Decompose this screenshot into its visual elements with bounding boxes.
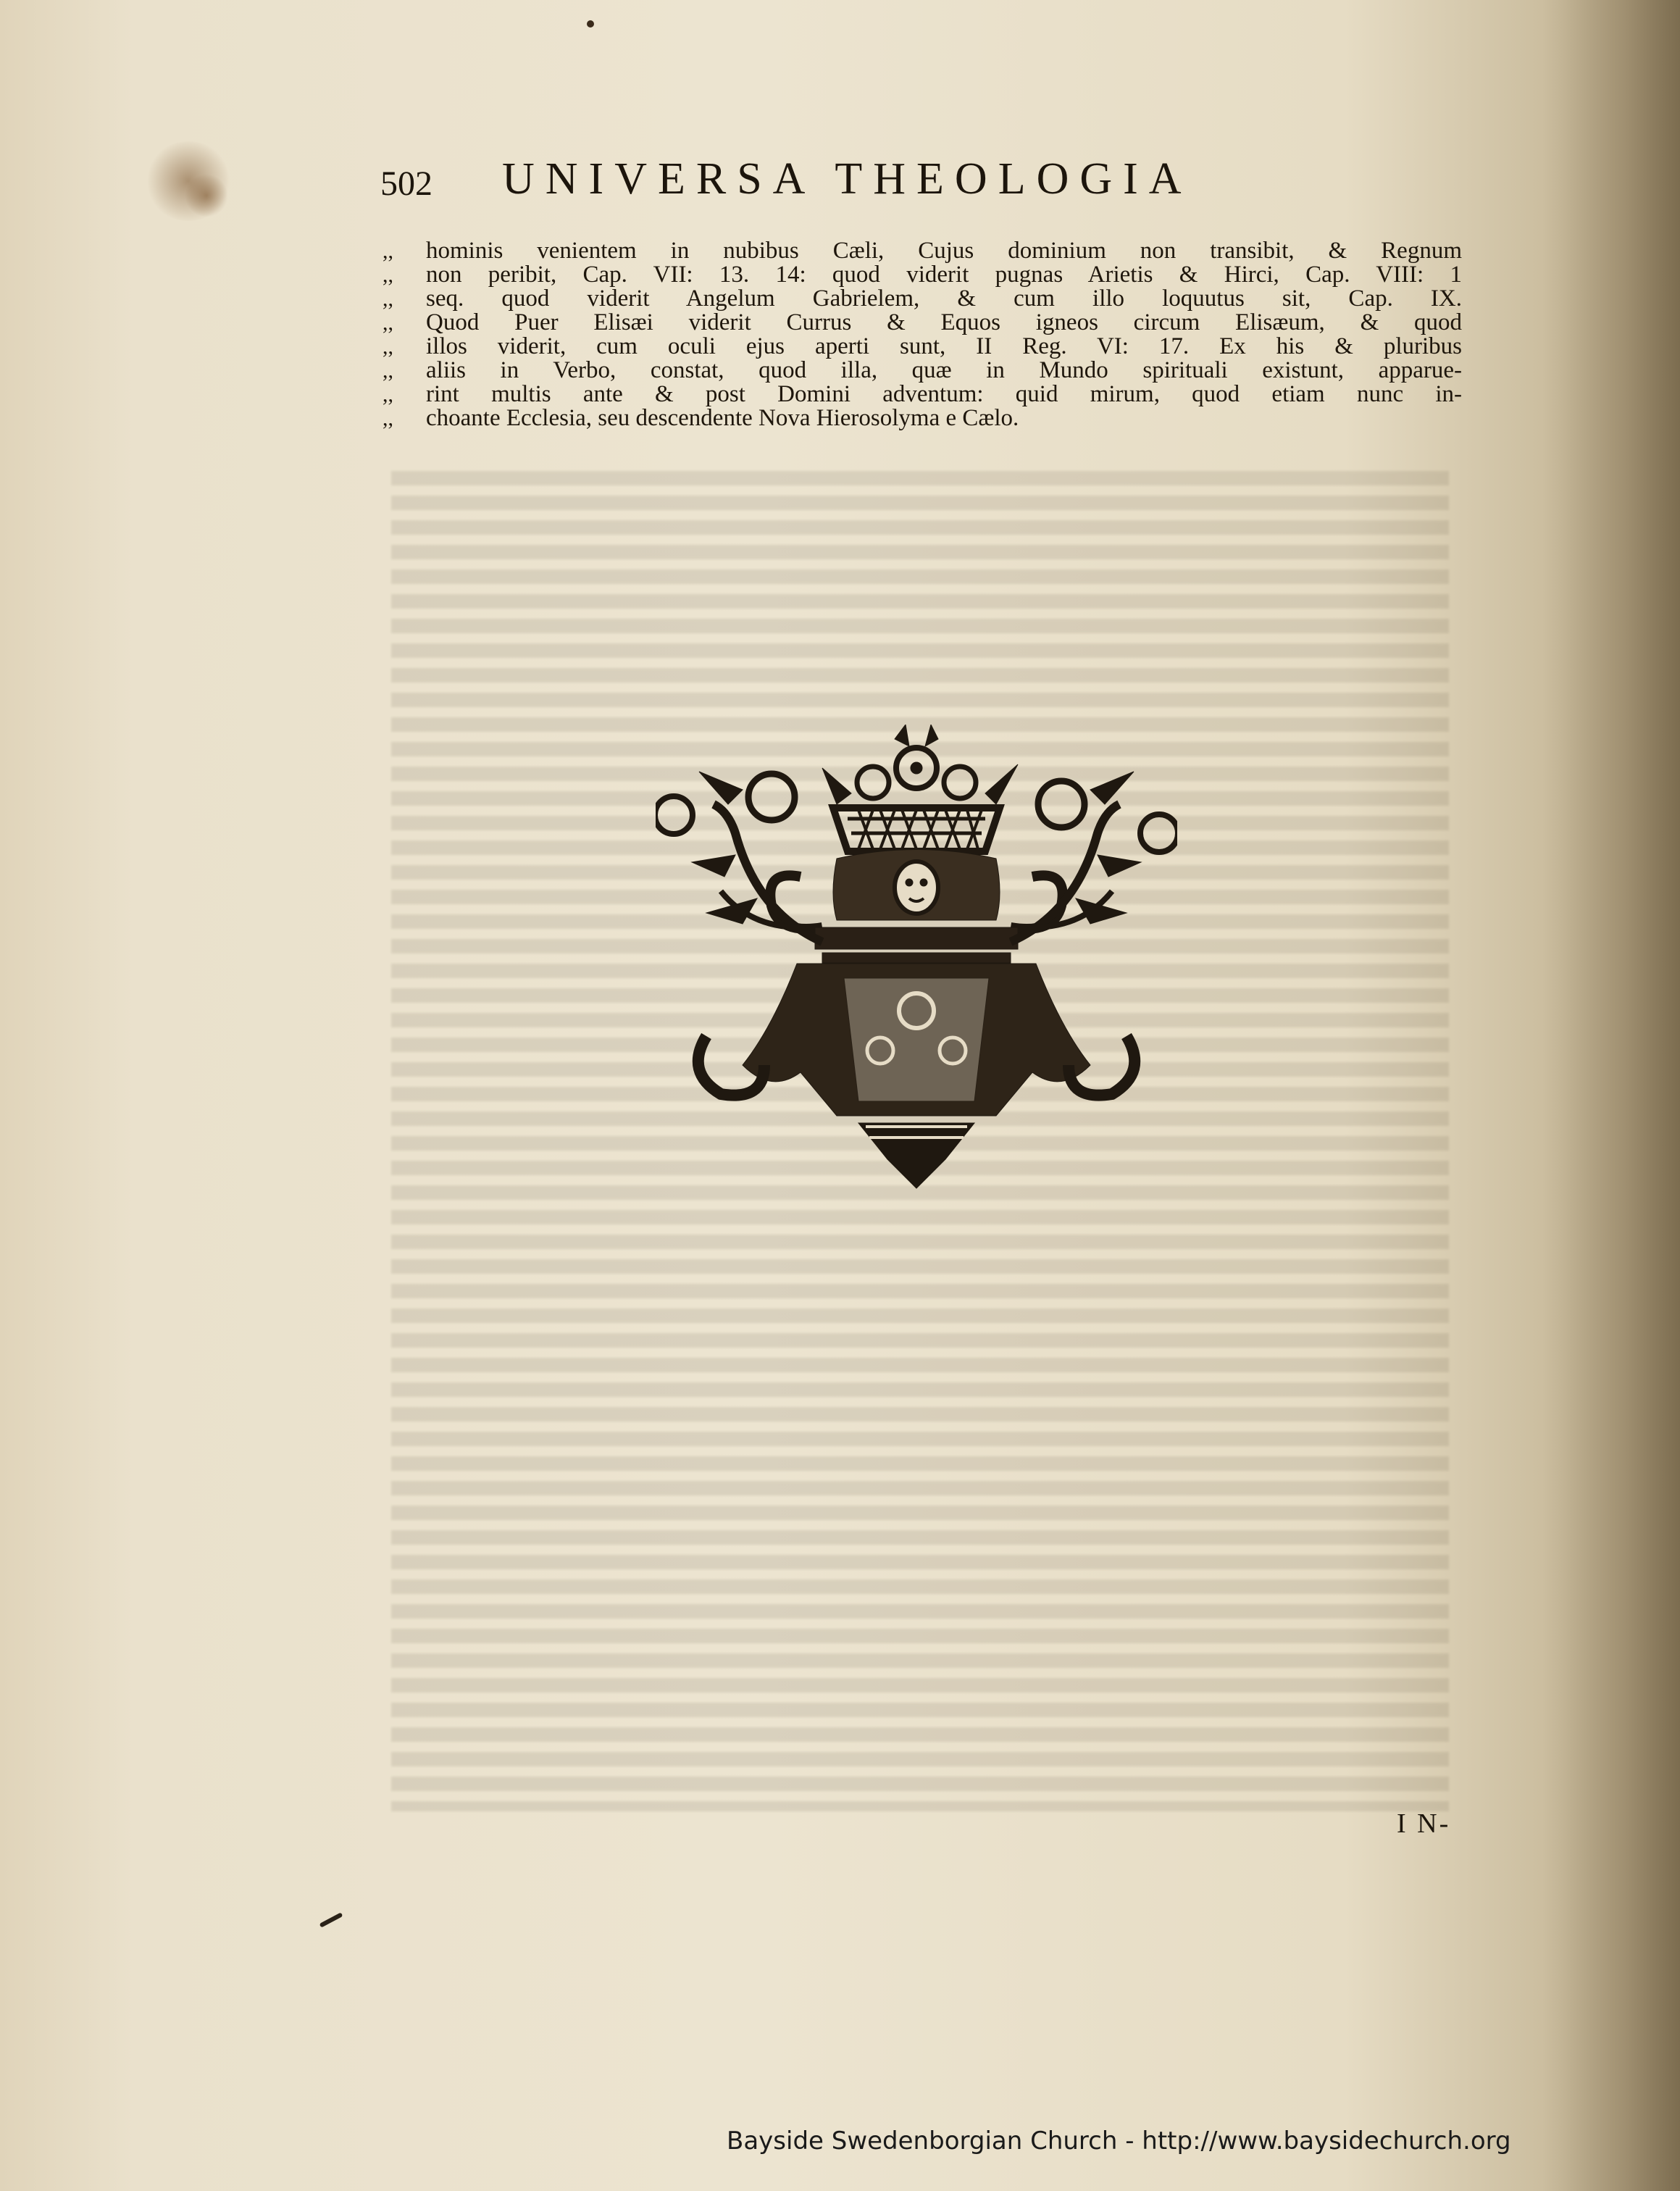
spine-shadow <box>1542 0 1680 2191</box>
line-text: illos viderit, cum oculi ejus aperti sunt, II Reg. VI: 17. Ex his & pluribus <box>426 333 1462 359</box>
quote-mark: ,, <box>383 406 393 430</box>
text-line <box>383 239 1462 263</box>
body-text <box>383 239 1462 430</box>
crest <box>770 850 1062 964</box>
text-line <box>383 406 1462 430</box>
woodcut-ornament <box>656 725 1177 1203</box>
watermark-text: Bayside Swedenborgian Church - http://www.baysidechurch.org <box>727 2127 1511 2155</box>
line-text: seq. quod viderit Angelum Gabrielem, & cum illo loquutus sit, Cap. IX. <box>426 285 1462 312</box>
line-text: Quod Puer Elisæi viderit Currus & Equos igneos circum Elisæum, & quod <box>426 309 1462 335</box>
text-line <box>383 287 1462 311</box>
text-line <box>383 383 1462 406</box>
quote-mark: ,, <box>383 335 393 359</box>
quote-mark: ,, <box>383 287 393 311</box>
quote-mark: ,, <box>383 359 393 383</box>
quote-mark: ,, <box>383 239 393 263</box>
page-header <box>380 154 1409 204</box>
line-text: non peribit, Cap. VII: 13. 14: quod viderit pugnas Arietis & Hirci, Cap. VIII: 1 <box>426 262 1462 288</box>
line-text: rint multis ante & post Domini adventum: quid mirum, quod etiam nunc in- <box>426 381 1462 407</box>
quote-mark: ,, <box>383 263 393 287</box>
line-text: hominis venientem in nubibus Cæli, Cujus dominium non transibit, & Regnum <box>426 238 1462 264</box>
bouquet <box>822 725 1018 804</box>
quote-mark: ,, <box>383 311 393 335</box>
text-line <box>383 359 1462 383</box>
ink-stain <box>185 174 228 217</box>
page-number: 502 <box>380 164 432 203</box>
basket <box>833 808 1000 851</box>
running-title: UNIVERSA THEOLOGIA <box>502 154 1192 204</box>
right-branch <box>1011 772 1177 942</box>
left-branch <box>656 772 822 942</box>
pen-mark <box>319 1912 343 1927</box>
text-line <box>383 263 1462 287</box>
text-line <box>383 311 1462 335</box>
line-text: choante Ecclesia, seu descendente Nova Hierosolyma e Cælo. <box>426 405 1019 431</box>
cartouche <box>698 964 1135 1188</box>
text-line <box>383 335 1462 359</box>
line-text: aliis in Verbo, constat, quod illa, quæ in Mundo spirituali existunt, apparue- <box>426 357 1462 383</box>
ink-dot <box>587 20 594 28</box>
catchword: I N- <box>1397 1808 1451 1839</box>
quote-mark: ,, <box>383 383 393 406</box>
